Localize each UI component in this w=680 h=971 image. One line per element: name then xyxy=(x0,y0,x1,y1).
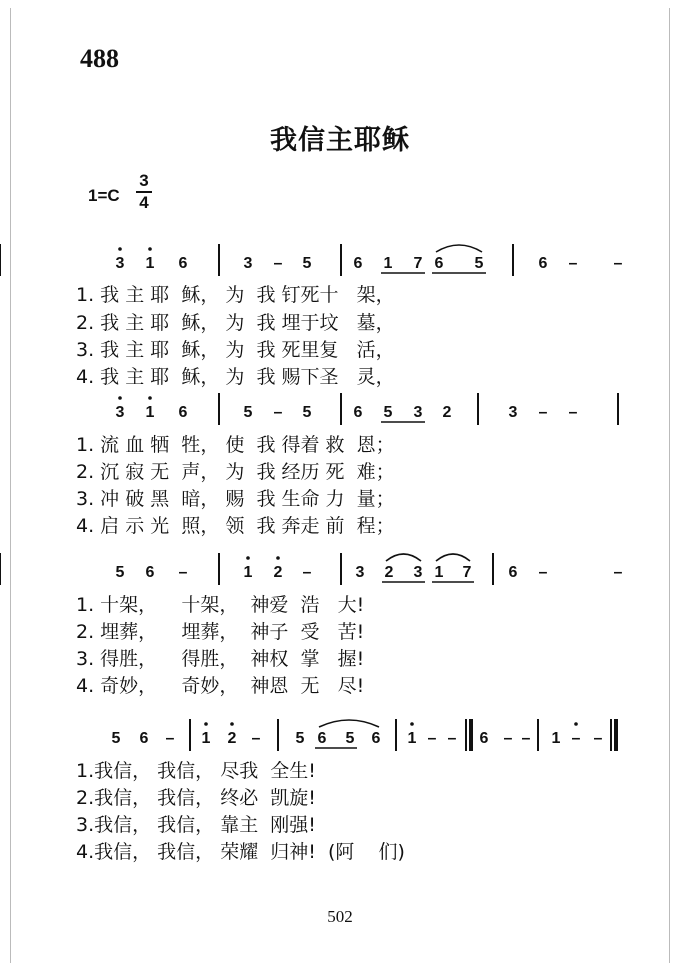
lyric-line: 4.我信， 我信， 荣耀 归神! (阿 们) xyxy=(76,841,405,863)
note: 2 xyxy=(442,404,452,421)
octave-dot xyxy=(276,556,280,560)
lyric-line: 4. 启 示 光 照， 领 我 奔走 前 程； xyxy=(76,515,395,537)
lyric-line: 2. 沉 寂 无 声， 为 我 经历 死 难； xyxy=(76,461,395,483)
duration-dash: – xyxy=(613,255,623,272)
hymn-number: 488 xyxy=(80,44,119,73)
note: 5 xyxy=(295,730,305,747)
duration-dash: – xyxy=(503,730,513,747)
slur xyxy=(436,245,482,252)
lyric-line: 3. 冲 破 黑 暗， 赐 我 生命 力 量； xyxy=(76,488,395,510)
octave-dot xyxy=(148,396,152,400)
octave-dot xyxy=(246,556,250,560)
note: 5 xyxy=(115,564,125,581)
duration-dash: – xyxy=(273,404,283,421)
lyric-line: 1. 我 主 耶 稣， 为 我 钉死十 架， xyxy=(76,284,395,306)
duration-dash: – xyxy=(521,730,531,747)
note: 3 xyxy=(115,404,125,421)
note: 6 xyxy=(178,404,188,421)
note: 5 xyxy=(302,404,312,421)
octave-dot xyxy=(118,396,122,400)
note: 3 xyxy=(413,404,423,421)
key-signature: 1=C xyxy=(88,186,120,205)
note: 5 xyxy=(345,730,355,747)
duration-dash: – xyxy=(613,564,623,581)
lyric-line: 2. 埋葬， 埋葬， 神子 受 苦! xyxy=(76,621,365,643)
note: 5 xyxy=(383,404,393,421)
duration-dash: – xyxy=(178,564,188,581)
slur xyxy=(319,720,379,727)
octave-dot xyxy=(148,247,152,251)
note: 5 xyxy=(474,255,484,272)
lyric-line: 1. 十架， 十架， 神爱 浩 大! xyxy=(76,594,365,616)
note: 3 xyxy=(115,255,125,272)
octave-dot xyxy=(230,722,234,726)
duration-dash: – xyxy=(593,730,603,747)
time-signature-top: 3 xyxy=(139,171,149,190)
lyric-line: 3. 我 主 耶 稣， 为 我 死里复 活， xyxy=(76,339,395,361)
octave-dot xyxy=(410,722,414,726)
note: 2 xyxy=(273,564,283,581)
note: 7 xyxy=(462,564,472,581)
note: 2 xyxy=(384,564,394,581)
lyric-line: 3.我信， 我信， 靠主 刚强! xyxy=(76,814,316,836)
note: 3 xyxy=(413,564,423,581)
note: 5 xyxy=(302,255,312,272)
duration-dash: – xyxy=(568,404,578,421)
duration-dash: – xyxy=(447,730,457,747)
note: 6 xyxy=(508,564,518,581)
note: 7 xyxy=(413,255,423,272)
lyric-line: 2.我信， 我信， 终必 凯旋! xyxy=(76,787,316,809)
lyric-line: 2. 我 主 耶 稣， 为 我 埋于坟 墓， xyxy=(76,312,395,334)
note: 1 xyxy=(407,730,417,747)
note: 6 xyxy=(178,255,188,272)
note: 1 xyxy=(145,404,155,421)
octave-dot xyxy=(574,722,578,726)
lyric-line: 4. 奇妙， 奇妙， 神恩 无 尽! xyxy=(76,675,365,697)
slur xyxy=(436,554,470,561)
note: 3 xyxy=(243,255,253,272)
lyric-line: 3. 得胜， 得胜， 神权 掌 握! xyxy=(76,648,365,670)
duration-dash: – xyxy=(251,730,261,747)
duration-dash: – xyxy=(165,730,175,747)
note: 1 xyxy=(383,255,393,272)
duration-dash: – xyxy=(571,730,581,747)
note: 6 xyxy=(434,255,444,272)
note: 6 xyxy=(371,730,381,747)
note: 6 xyxy=(317,730,327,747)
note: 1 xyxy=(243,564,253,581)
lyric-line: 4. 我 主 耶 稣， 为 我 赐下圣 灵， xyxy=(76,366,395,388)
note: 6 xyxy=(139,730,149,747)
duration-dash: – xyxy=(427,730,437,747)
hymn-title: 我信主耶稣 xyxy=(270,125,410,156)
duration-dash: – xyxy=(538,404,548,421)
note: 1 xyxy=(201,730,211,747)
note: 3 xyxy=(355,564,365,581)
page-number: 502 xyxy=(327,907,353,926)
note: 1 xyxy=(551,730,561,747)
note: 6 xyxy=(353,255,363,272)
lyric-line: 1. 流 血 牺 牲， 使 我 得着 救 恩； xyxy=(76,434,395,456)
note: 6 xyxy=(353,404,363,421)
note: 5 xyxy=(111,730,121,747)
octave-dot xyxy=(204,722,208,726)
duration-dash: – xyxy=(273,255,283,272)
slur xyxy=(386,554,421,561)
lyric-line: 1.我信， 我信， 尽我 全生! xyxy=(76,760,316,782)
note: 5 xyxy=(243,404,253,421)
duration-dash: – xyxy=(568,255,578,272)
duration-dash: – xyxy=(538,564,548,581)
note: 3 xyxy=(508,404,518,421)
note: 6 xyxy=(479,730,489,747)
octave-dot xyxy=(118,247,122,251)
duration-dash: – xyxy=(302,564,312,581)
note: 6 xyxy=(538,255,548,272)
note: 2 xyxy=(227,730,237,747)
note: 1 xyxy=(434,564,444,581)
note: 6 xyxy=(145,564,155,581)
note: 1 xyxy=(145,255,155,272)
time-signature-bottom: 4 xyxy=(139,193,149,212)
